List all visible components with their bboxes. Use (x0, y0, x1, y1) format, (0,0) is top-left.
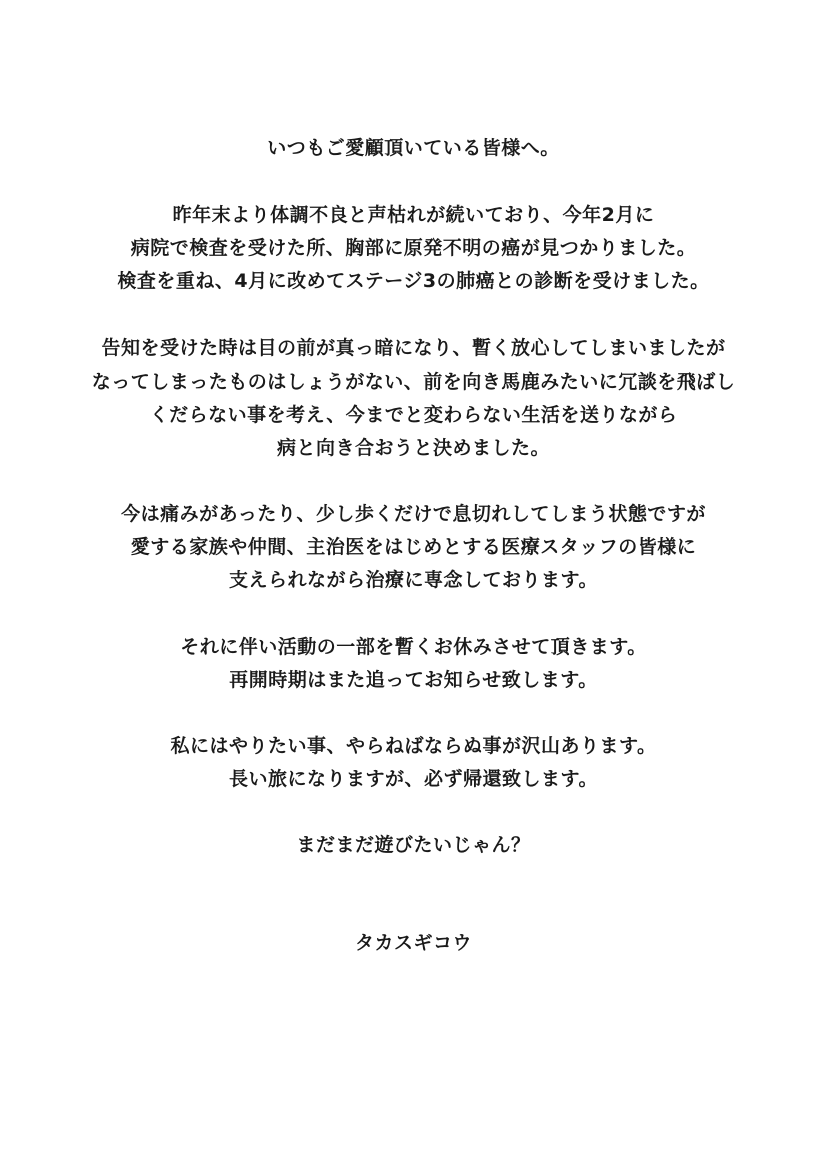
paragraph-5-line-2: 長い旅になりますが、必ず帰還致します。 (229, 768, 598, 790)
paragraph-2-line-4: 病と向き合おうと決めました。 (276, 437, 550, 459)
paragraph-1-line-1: 昨年末より体調不良と声枯れが続いており、今年2月に (172, 204, 655, 226)
paragraph-5-line-1: 私にはやりたい事、やらねばならぬ事が沢山あります。 (170, 735, 657, 757)
paragraph-2-line-2: なってしまったものはしょうがない、前を向き馬鹿みたいに冗談を飛ばし (91, 371, 736, 393)
letter-signature: タカスギコウ (354, 932, 472, 954)
paragraph-1-line-2: 病院で検査を受けた所、胸部に原発不明の癌が見つかりました。 (130, 237, 697, 259)
paragraph-2-line-1: 告知を受けた時は目の前が真っ暗になり、暫く放心してしまいましたが (101, 337, 726, 359)
paragraph-3-line-3: 支えられながら治療に専念しております。 (229, 569, 598, 591)
paragraph-4-line-2: 再開時期はまた追ってお知らせ致します。 (229, 669, 598, 691)
paragraph-3-line-2: 愛する家族や仲間、主治医をはじめとする医療スタッフの皆様に (130, 536, 697, 558)
letter-greeting: いつもご愛顧頂いている皆様へ。 (267, 137, 560, 159)
paragraph-4-line-1: それに伴い活動の一部を暫くお休みさせて頂きます。 (180, 636, 647, 658)
letter-closing: まだまだ遊びたいじゃん？ (296, 834, 531, 856)
paragraph-1-line-3: 検査を重ね、4月に改めてステージ3の肺癌との診断を受けました。 (117, 270, 710, 292)
paragraph-3-line-1: 今は痛みがあったり、少し歩くだけで息切れしてしまう状態ですが (121, 503, 706, 525)
paragraph-2-line-3: くだらない事を考え、今までと変わらない生活を送りながら (149, 404, 678, 426)
